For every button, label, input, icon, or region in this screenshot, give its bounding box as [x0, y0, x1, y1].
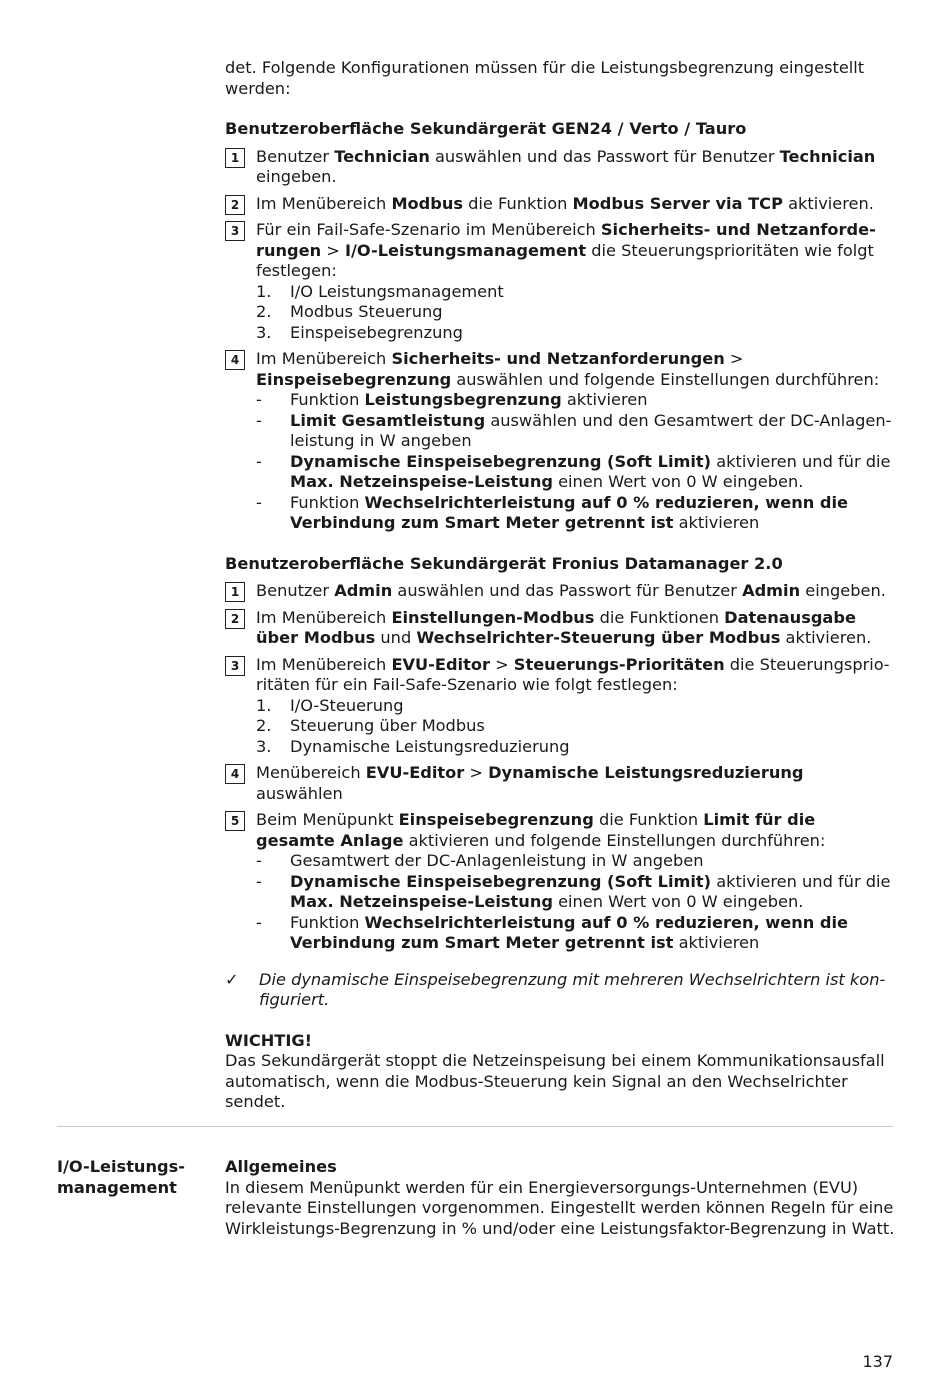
step-text: Beim Menüpunkt: [256, 810, 399, 829]
result-text: Die dynamische Einspeisebegrenzung mit mehreren Wechselrichtern ist konfiguriert.: [259, 969, 886, 1009]
step-number-box: 1: [225, 148, 245, 168]
list-text: aktivieren und für die: [711, 451, 891, 471]
step-text: die Steuerungsprioritäten wie folgt festlegen:: [256, 240, 874, 280]
list-marker: -: [256, 851, 262, 870]
section-side-label: I/O-Leistungsmanagement: [57, 1157, 185, 1197]
gen24-heading: Benutzeroberfläche Sekundärgerät GEN24 / Verto / Tauro: [225, 119, 747, 138]
list-emphasis: Max. Netzeinspeise-Leistung: [290, 892, 553, 911]
list-marker: -: [256, 410, 262, 430]
list-marker: 1.: [256, 281, 272, 301]
priority-list: [256, 696, 895, 758]
step-text: >: [724, 349, 744, 368]
list-item-text: Einspeisebegrenzung: [290, 322, 463, 342]
step-emphasis: Einspeisebegrenzung: [398, 810, 594, 829]
step-emphasis: Admin: [742, 581, 801, 600]
main-content: [225, 58, 895, 1113]
list-marker: 2.: [256, 716, 272, 735]
list-marker: 1.: [256, 695, 272, 715]
list-item: [256, 913, 895, 954]
step-emphasis: Modbus: [391, 193, 464, 213]
list-item-text: I/O-Steuerung: [290, 695, 404, 715]
step-text: auswählen und das Passwort für Benutzer: [392, 581, 743, 600]
step-emphasis: Wechselrichter-Steuerung über Modbus: [416, 628, 781, 647]
important-label: WICHTIG!: [225, 1030, 313, 1050]
list-marker: -: [256, 492, 262, 512]
important-text: Das Sekundärgerät stoppt die Netzeinspeisung bei einem Kommunikationsausfall automatisch, wenn die Modbus-Steuerung kein Signal an den Wechselrichter sendet.: [225, 1051, 885, 1111]
general-section: [225, 1157, 895, 1239]
priority-list: [256, 282, 895, 344]
step-text: eingeben.: [256, 167, 337, 186]
step-text: Menübereich: [256, 763, 366, 782]
step-emphasis: Sicherheits- und Netzanforderungen: [256, 220, 876, 260]
datamanager-step-1: [225, 581, 895, 602]
list-marker: -: [256, 871, 262, 891]
list-text: aktivieren: [561, 390, 648, 409]
step-emphasis: Sicherheits- und Netzanforderungen: [391, 349, 725, 368]
step-number-box: 3: [225, 656, 245, 676]
step-text: aktivieren.: [782, 193, 874, 213]
section-heading: Allgemeines: [225, 1157, 337, 1176]
intro-text: det. Folgende Konfigurationen müssen für die Leistungsbegrenzung eingestellt werden:: [225, 58, 865, 98]
step-emphasis: Admin: [334, 581, 393, 600]
list-marker: 2.: [256, 302, 272, 321]
list-item: [256, 390, 895, 411]
datamanager-step-5: [225, 810, 895, 954]
step-text: Im Menübereich: [256, 193, 392, 213]
step-emphasis: Dynamische Leistungsreduzierung: [488, 763, 804, 782]
checkmark-icon: ✓: [225, 969, 239, 989]
list-item-text: Modbus Steuerung: [290, 302, 443, 321]
result-note: [225, 970, 895, 1011]
step-text: die Steuerungsprioritäten für ein Fail-Safe-Szenario wie folgt festlegen:: [256, 654, 890, 694]
step-text: auswählen und das Passwort für Benutzer: [429, 146, 780, 166]
step-emphasis: Einspeisebegrenzung: [256, 369, 452, 389]
step-text: Im Menübereich: [256, 607, 392, 627]
step-emphasis: Steuerungs-Prioritäten: [513, 654, 725, 674]
list-text: Funktion: [290, 390, 365, 409]
list-item: [256, 851, 895, 872]
list-emphasis: Max. Netzeinspeise-Leistung: [290, 472, 553, 491]
list-item: [256, 452, 895, 493]
list-text: aktivieren: [673, 933, 760, 952]
step-number-box: 5: [225, 811, 245, 831]
gen24-step-3: [225, 220, 895, 343]
list-item-text: Steuerung über Modbus: [290, 716, 485, 735]
step-text: aktivieren und folgende Einstellungen durchführen:: [403, 830, 826, 850]
list-item: [256, 323, 895, 344]
step-text: Im Menübereich: [256, 349, 392, 368]
datamanager-step-2: [225, 608, 895, 649]
datamanager-step-4: [225, 763, 895, 804]
gen24-step-4: [225, 349, 895, 534]
step-text: auswählen und folgende Einstellungen durchführen:: [451, 369, 880, 389]
list-text: Funktion: [290, 492, 365, 512]
list-item: [256, 872, 895, 913]
step-text: eingeben.: [800, 581, 886, 600]
step-emphasis: EVU-Editor: [391, 654, 490, 674]
step-text: auswählen: [256, 783, 343, 803]
list-marker: 3.: [256, 322, 272, 342]
gen24-step-1: [225, 147, 895, 188]
list-emphasis: Limit Gesamtleistung: [290, 410, 486, 430]
step-number-box: 4: [225, 764, 245, 784]
step-number-box: 2: [225, 195, 245, 215]
list-item: [256, 737, 895, 758]
settings-list: [256, 851, 895, 954]
list-text: einen Wert von 0 W eingeben.: [552, 472, 804, 491]
list-emphasis: Leistungsbegrenzung: [364, 390, 562, 409]
settings-list: [256, 390, 895, 534]
list-emphasis: Dynamische Einspeisebegrenzung (Soft Limit): [290, 451, 712, 471]
step-text: und: [375, 628, 417, 647]
list-marker: -: [256, 390, 262, 409]
list-text: aktivieren und für die: [711, 871, 891, 891]
gen24-steps: [225, 147, 895, 534]
list-text: Funktion: [290, 912, 365, 932]
list-text: Gesamtwert der DC-Anlagenleistung in W angeben: [290, 851, 704, 870]
step-number-box: 1: [225, 582, 245, 602]
step-emphasis: Datenausgabe über Modbus: [256, 607, 856, 647]
step-number-box: 3: [225, 221, 245, 241]
datamanager-heading: Benutzeroberfläche Sekundärgerät Fronius Datamanager 2.0: [225, 553, 783, 573]
step-emphasis: EVU-Editor: [365, 763, 465, 782]
step-text: Benutzer: [256, 146, 335, 166]
step-emphasis: Technician: [334, 146, 430, 166]
step-number-box: 4: [225, 350, 245, 370]
list-item: [256, 411, 895, 452]
important-note: [225, 1031, 895, 1113]
step-text: die Funktion: [463, 193, 573, 213]
datamanager-steps: [225, 581, 895, 954]
step-text: >: [489, 654, 514, 674]
list-item: [256, 493, 895, 534]
step-text: Für ein Fail-Safe-Szenario im Menübereich: [256, 220, 601, 239]
step-emphasis: Technician: [779, 146, 876, 166]
list-text: einen Wert von 0 W eingeben.: [552, 892, 804, 911]
list-item-text: I/O Leistungsmanagement: [290, 281, 504, 301]
list-emphasis: Wechselrichterleistung auf 0 % reduzieren, wenn die Verbindung zum Smart Meter getrennt ist: [290, 912, 848, 952]
list-emphasis: Dynamische Einspeisebegrenzung (Soft Limit): [290, 871, 712, 891]
list-emphasis: Wechselrichterleistung auf 0 % reduzieren, wenn die Verbindung zum Smart Meter getrennt ist: [290, 492, 848, 532]
page-number: 137: [862, 1352, 893, 1371]
step-text: Im Menübereich: [256, 654, 392, 674]
section-text: In diesem Menüpunkt werden für ein Energieversorgungs-Unternehmen (EVU) relevante Einstellungen vorgenommen. Eingestellt werden können Regeln für eine Wirkleistungs-Begrenzung in % und/oder eine Leistungsfaktor-Begrenzung in Watt.: [225, 1177, 895, 1238]
gen24-step-2: [225, 194, 895, 215]
list-item: [256, 302, 895, 323]
step-emphasis: Modbus Server via TCP: [572, 193, 783, 213]
step-text: >: [464, 763, 489, 782]
list-item: [256, 696, 895, 717]
list-marker: 3.: [256, 736, 272, 756]
step-text: die Funktion: [593, 810, 704, 829]
list-text: auswählen und den Gesamtwert der DC-Anlagenleistung in W angeben: [290, 410, 892, 450]
list-marker: -: [256, 912, 262, 932]
step-text: Benutzer: [256, 581, 335, 600]
list-marker: -: [256, 451, 262, 471]
step-text: >: [321, 240, 345, 260]
list-item: [256, 716, 895, 737]
step-number-box: 2: [225, 609, 245, 629]
list-item-text: Dynamische Leistungsreduzierung: [290, 736, 570, 756]
step-text: aktivieren.: [780, 628, 872, 647]
section-divider: [57, 1126, 893, 1127]
step-text: die Funktionen: [594, 607, 725, 627]
list-item: [256, 282, 895, 303]
step-emphasis: Limit für die gesamte Anlage: [256, 810, 816, 850]
step-emphasis: I/O-Leistungsmanagement: [344, 240, 587, 260]
datamanager-step-3: [225, 655, 895, 758]
list-text: aktivieren: [673, 513, 760, 532]
step-emphasis: Einstellungen-Modbus: [391, 607, 595, 627]
